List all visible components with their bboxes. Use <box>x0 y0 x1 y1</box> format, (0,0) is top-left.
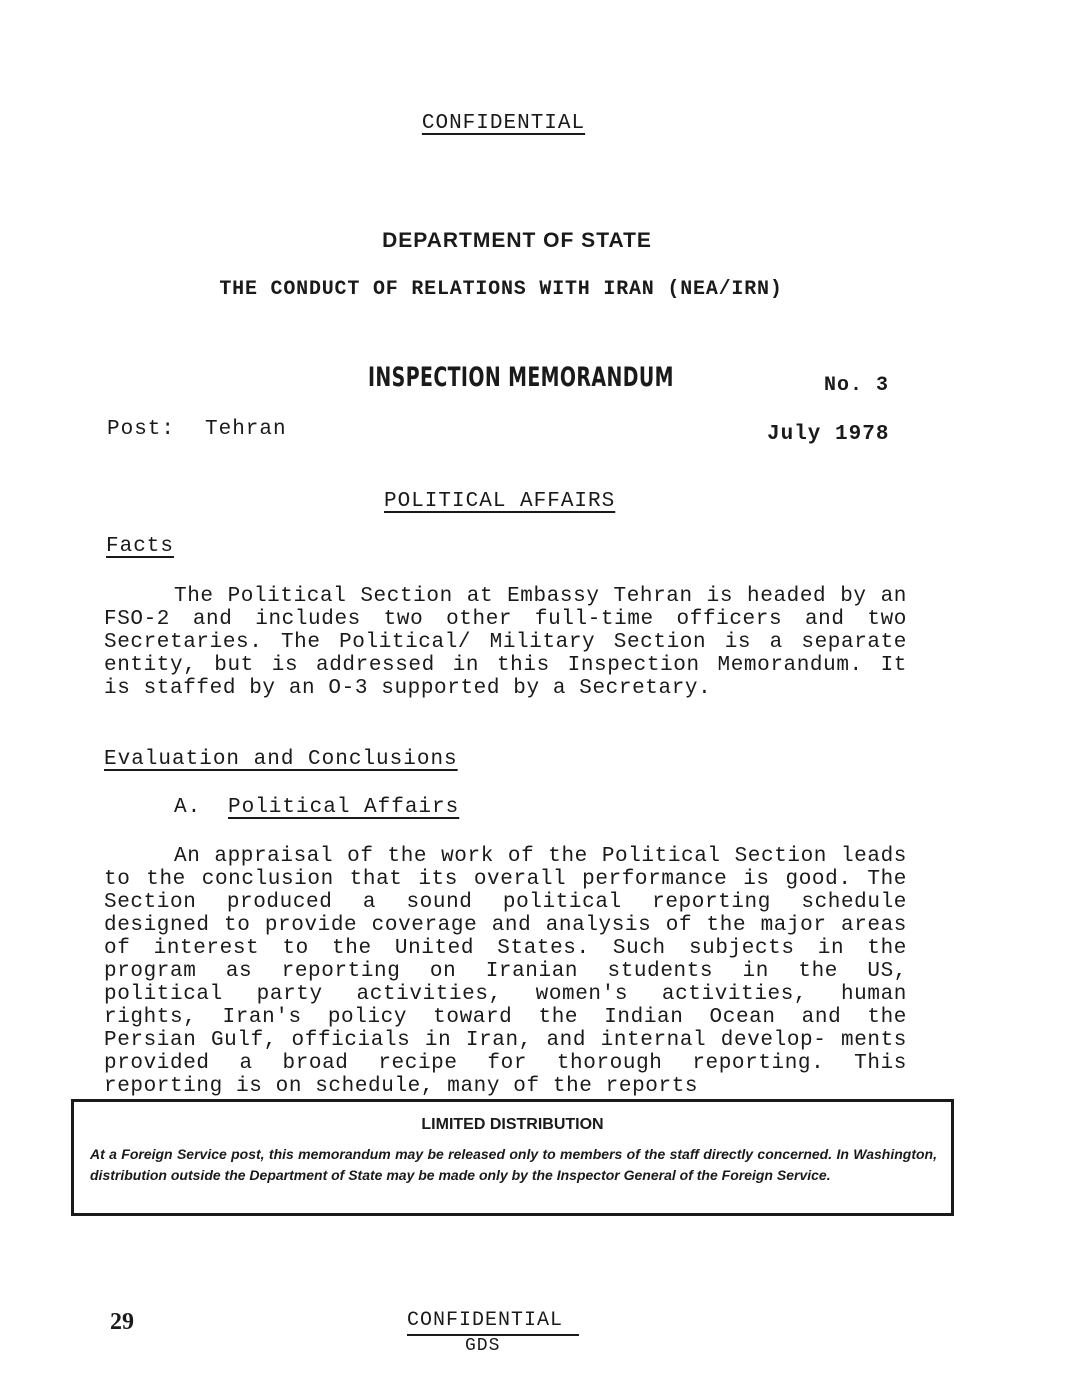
evaluation-heading: Evaluation and Conclusions <box>104 748 458 771</box>
memo-title: INSPECTION MEMORANDUM <box>368 362 674 393</box>
post-label: Post: <box>107 418 176 441</box>
memo-number: No. 3 <box>824 374 890 397</box>
limited-distribution-text: At a Foreign Service post, this memorandum may be released only to members of the staff directly concerned. In Washington, distribution outside the Department of State may be made only by the Inspector General of the Foreign Service. <box>90 1146 937 1183</box>
page-number: 29 <box>110 1309 134 1335</box>
evaluation-paragraph: An appraisal of the work of the Political Section leads to the conclusion that its overall performance is good. The Section produced a sound political reporting schedule designed to provide coverage and analysis of the major areas of interest to the United States. Such subjects in the program as reporting on Iranian students in the US, political party activities, women's activities, human rights, Iran's policy toward the Indian Ocean and the Persian Gulf, officials in Iran, and internal develop- ments provided a broad recipe for thorough reporting. This reporting is on schedule, many of the reports <box>104 845 907 1098</box>
department-title: DEPARTMENT OF STATE <box>382 229 652 252</box>
facts-heading: Facts <box>106 535 175 558</box>
bottom-classification: CONFIDENTIAL <box>407 1309 564 1332</box>
limited-distribution-title: LIMITED DISTRIBUTION <box>421 1116 604 1133</box>
top-classification: CONFIDENTIAL <box>421 112 586 135</box>
facts-paragraph: The Political Section at Embassy Tehran is headed by an FSO-2 and includes two other full-time officers and two Secretaries. The Political/ Military Section is a separate entity, but is addressed in this Inspection Memorandum. It is staffed by an O-3 supported by a Secretary. <box>104 585 907 700</box>
subsection-label: A. <box>174 796 202 819</box>
section-title: POLITICAL AFFAIRS <box>384 490 616 513</box>
subsection-heading: Political Affairs <box>228 796 460 819</box>
subject-line: THE CONDUCT OF RELATIONS WITH IRAN (NEA/IRN) <box>219 278 783 301</box>
memo-date: July 1978 <box>767 423 890 446</box>
limited-distribution-box <box>71 1099 954 1216</box>
post-value: Tehran <box>205 418 287 441</box>
footer-code: GDS <box>465 1336 501 1356</box>
